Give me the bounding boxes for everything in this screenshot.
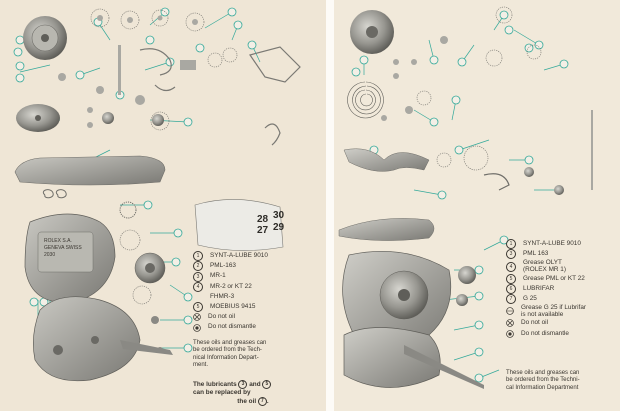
plate-maker-text: ROLEX S.A.: [44, 238, 72, 244]
legend-row: [506, 318, 586, 328]
legend-key: 7: [506, 294, 516, 304]
legend-text: SYNT-A-LUBE 9010: [210, 252, 268, 259]
legend-row: [193, 282, 268, 292]
right-order-note: [506, 370, 580, 392]
legend-row: [193, 302, 268, 312]
legend-row: [506, 259, 586, 273]
legend-text: (ROLEX MR 1): [523, 266, 566, 273]
note-line: nical Information Depart-: [193, 354, 259, 361]
legend-text: PML 163: [523, 250, 549, 258]
legend-row: [193, 271, 268, 281]
do-not-oil-icon: [506, 319, 514, 327]
do-not-oil-icon: [193, 313, 201, 321]
legend-row: [193, 261, 268, 271]
dial-number: 28: [257, 214, 269, 225]
legend-row: [506, 329, 586, 339]
legend-key: 2: [193, 261, 203, 271]
legend-key: [193, 292, 203, 302]
legend-text: G 25: [523, 295, 537, 302]
legend-key: 6: [506, 284, 516, 294]
right-parts-illustration: [334, 0, 620, 411]
legend-text: Do not oil: [521, 319, 548, 327]
legend-row: [506, 274, 586, 284]
note-line: be ordered from the Techni-: [506, 377, 580, 384]
dial-number: 30: [273, 210, 285, 221]
legend-key: 3: [193, 272, 203, 282]
legend-text: Do not dismantle: [521, 329, 569, 337]
right-page: [334, 0, 620, 411]
note-line: cal Information Department: [506, 384, 579, 391]
note-line: ment.: [193, 361, 209, 368]
note-text: the: [237, 398, 247, 406]
legend-text: PML-163: [210, 262, 236, 270]
plate-origin-text: GENEVA SWISS: [44, 245, 82, 251]
do-not-dismantle-icon: [193, 324, 201, 332]
legend-row: [506, 239, 586, 249]
legend-text: Grease OLYT: [523, 259, 562, 267]
note-text: oil: [248, 398, 257, 406]
legend-row: [506, 294, 586, 304]
legend-text: FHMR-3: [210, 292, 235, 300]
legend-text: MR-1: [210, 272, 226, 280]
legend-row: [506, 249, 586, 259]
combined-lubricant-icon: [506, 307, 514, 315]
legend-text: Grease G 25 if Lubrifar: [521, 304, 587, 312]
legend-text: Do not oil: [208, 313, 235, 321]
legend-key: 5: [506, 274, 516, 284]
legend-row: [193, 322, 268, 332]
legend-row: [193, 312, 268, 322]
legend-row: [506, 304, 586, 318]
legend-row: [193, 251, 268, 261]
legend-text: LUBRIFAR: [523, 284, 555, 292]
note-line: These oils and greases can: [193, 340, 267, 346]
note-line: be ordered from the Tech-: [193, 347, 262, 354]
lubricant-key: 5: [262, 380, 271, 389]
legend-key: 4: [506, 262, 516, 272]
legend-key: 1: [506, 239, 516, 249]
legend-key: 4: [193, 282, 203, 292]
page-gutter: [326, 0, 334, 411]
right-legend: [506, 239, 586, 339]
legend-key: 5: [193, 302, 203, 312]
note-text: The lubricants: [193, 381, 237, 389]
legend-text: SYNT-A-LUBE 9010: [523, 240, 581, 247]
note-text: .: [266, 398, 269, 406]
legend-row: [506, 284, 586, 294]
legend-row: [193, 292, 268, 302]
dial-number: 29: [273, 222, 285, 233]
legend-text: is not available: [521, 310, 564, 318]
left-order-note: [193, 340, 266, 369]
left-legend: [193, 251, 268, 333]
note-text: can be replaced by: [193, 389, 251, 397]
legend-key: 3: [506, 249, 516, 259]
do-not-dismantle-icon: [506, 330, 514, 338]
note-text: and: [249, 381, 261, 389]
legend-text: MOEBIUS 9415: [210, 303, 256, 311]
legend-text: Grease PML or KT 22: [523, 274, 585, 282]
legend-key: 1: [193, 251, 203, 261]
legend-text: MR-2 or KT 22: [210, 282, 252, 290]
lubricant-key: 7: [258, 397, 267, 406]
legend-text: Do not dismantle: [208, 323, 256, 331]
note-line: These oils and greases can: [506, 370, 580, 376]
plate-calibre-text: 2030: [44, 252, 56, 258]
lubricant-note: [193, 380, 313, 406]
lubricant-key: 3: [238, 380, 247, 389]
dial-number: 27: [257, 225, 269, 236]
